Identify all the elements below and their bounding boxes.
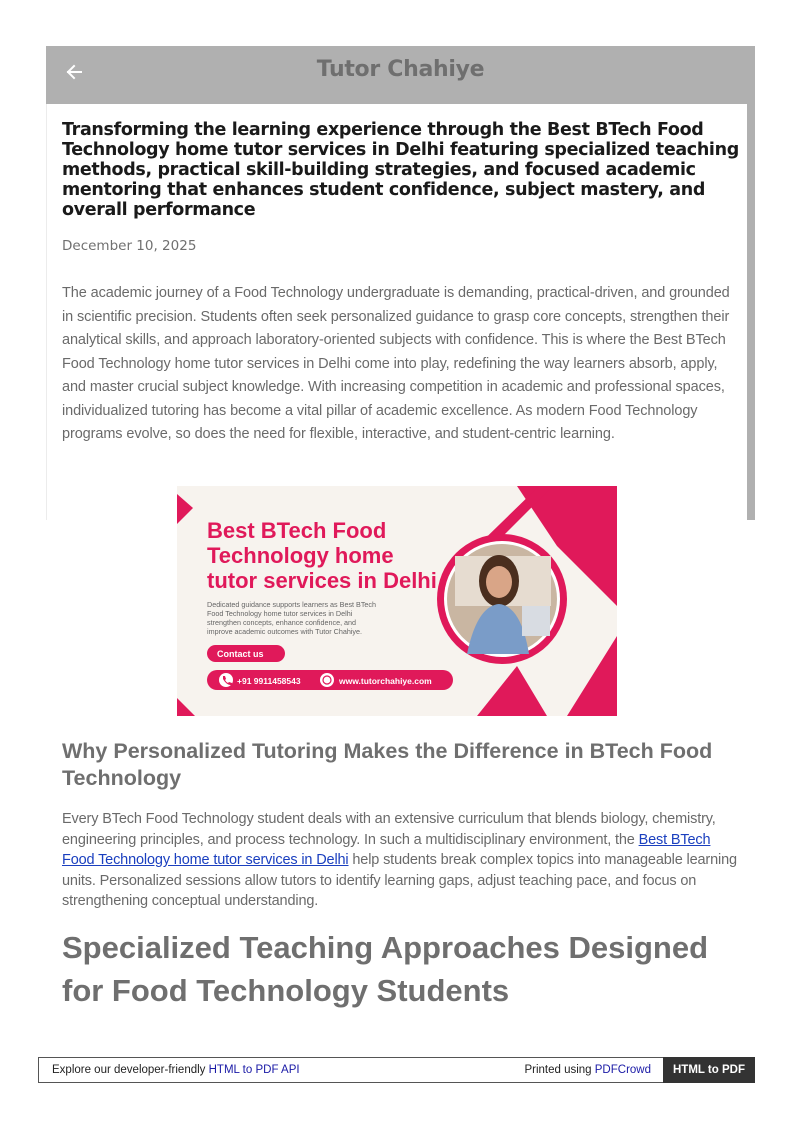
pdfcrowd-footer	[38, 1057, 755, 1083]
banner-website: www.tutorchahiye.com	[339, 676, 432, 686]
banner-heading-2: Technology home	[207, 543, 394, 568]
banner-body-1: Dedicated guidance supports learners as Best BTech	[207, 600, 377, 609]
banner-body-3: strengthen concepts, enhance confidence, and	[207, 618, 357, 627]
section-heading-personalized: Why Personalized Tutoring Makes the Difference in BTech Food Technology	[62, 739, 713, 790]
tutor-services-link[interactable]: Best BTech Food Technology home tutor services in Delhi	[62, 831, 711, 869]
footer-printed	[524, 1064, 651, 1076]
banner-body-4: improve academic outcomes with Tutor Chahiye.	[207, 627, 362, 636]
post-date: December 10, 2025	[62, 238, 197, 254]
app-header	[46, 46, 755, 104]
html-to-pdf-api-link[interactable]: HTML to PDF API	[208, 1064, 300, 1076]
banner-contact-button: Contact us	[217, 649, 264, 659]
footer-printed-prefix: Printed using	[524, 1064, 595, 1076]
banner-phone: +91 9911458543	[237, 676, 301, 686]
promo-banner-image	[177, 486, 617, 716]
pdfcrowd-link[interactable]: PDFCrowd	[594, 1064, 651, 1076]
banner-body-2: Food Technology home tutor services in Delhi	[207, 609, 353, 618]
html-to-pdf-button[interactable]: HTML to PDF	[663, 1057, 755, 1083]
section-paragraph-personalized	[62, 809, 742, 912]
footer-left	[52, 1064, 300, 1076]
post-title: Transforming the learning experience through the Best BTech Food Technology home tutor services in Delhi featuring specialized teaching methods, practical skill-building strategies, and focused academic mentoring that enhances student confidence, subject mastery, and overall performance	[62, 120, 739, 220]
banner-heading-1: Best BTech Food	[207, 518, 387, 543]
banner-heading-3: tutor services in Delhi	[207, 568, 437, 593]
paragraph-text: help students break complex topics into manageable learning units. Personalized sessions allow tutors to identify learning gaps, adjust teaching pace, and focus on strengthening conceptual understanding.	[62, 852, 737, 910]
intro-paragraph: The academic journey of a Food Technology undergraduate is demanding, practical-driven, and grounded in scientific precision. Students often seek personalized guidance to grasp core concepts, strengthen their analytical skills, and approach laboratory-oriented subjects with confidence. This is where the Best BTech Food Technology home tutor services in Delhi come into play, redefining the way learners absorb, apply, and master crucial subject knowledge. With increasing competition in academic and professional spaces, individualized tutoring has become a vital pillar of academic excellence. As modern Food Technology programs evolve, so does the need for flexible, interactive, and student-centric learning.	[62, 285, 730, 442]
app-title: Tutor Chahiye	[316, 57, 485, 82]
footer-prefix: Explore our developer-friendly	[52, 1064, 209, 1076]
section-heading-teaching-approaches: Specialized Teaching Approaches Designed for Food Technology Students	[62, 930, 709, 1008]
paragraph-text: Every BTech Food Technology student deals with an extensive curriculum that blends biology, chemistry, engineering principles, and process technology. In such a multidisciplinary environment, the	[62, 811, 716, 848]
